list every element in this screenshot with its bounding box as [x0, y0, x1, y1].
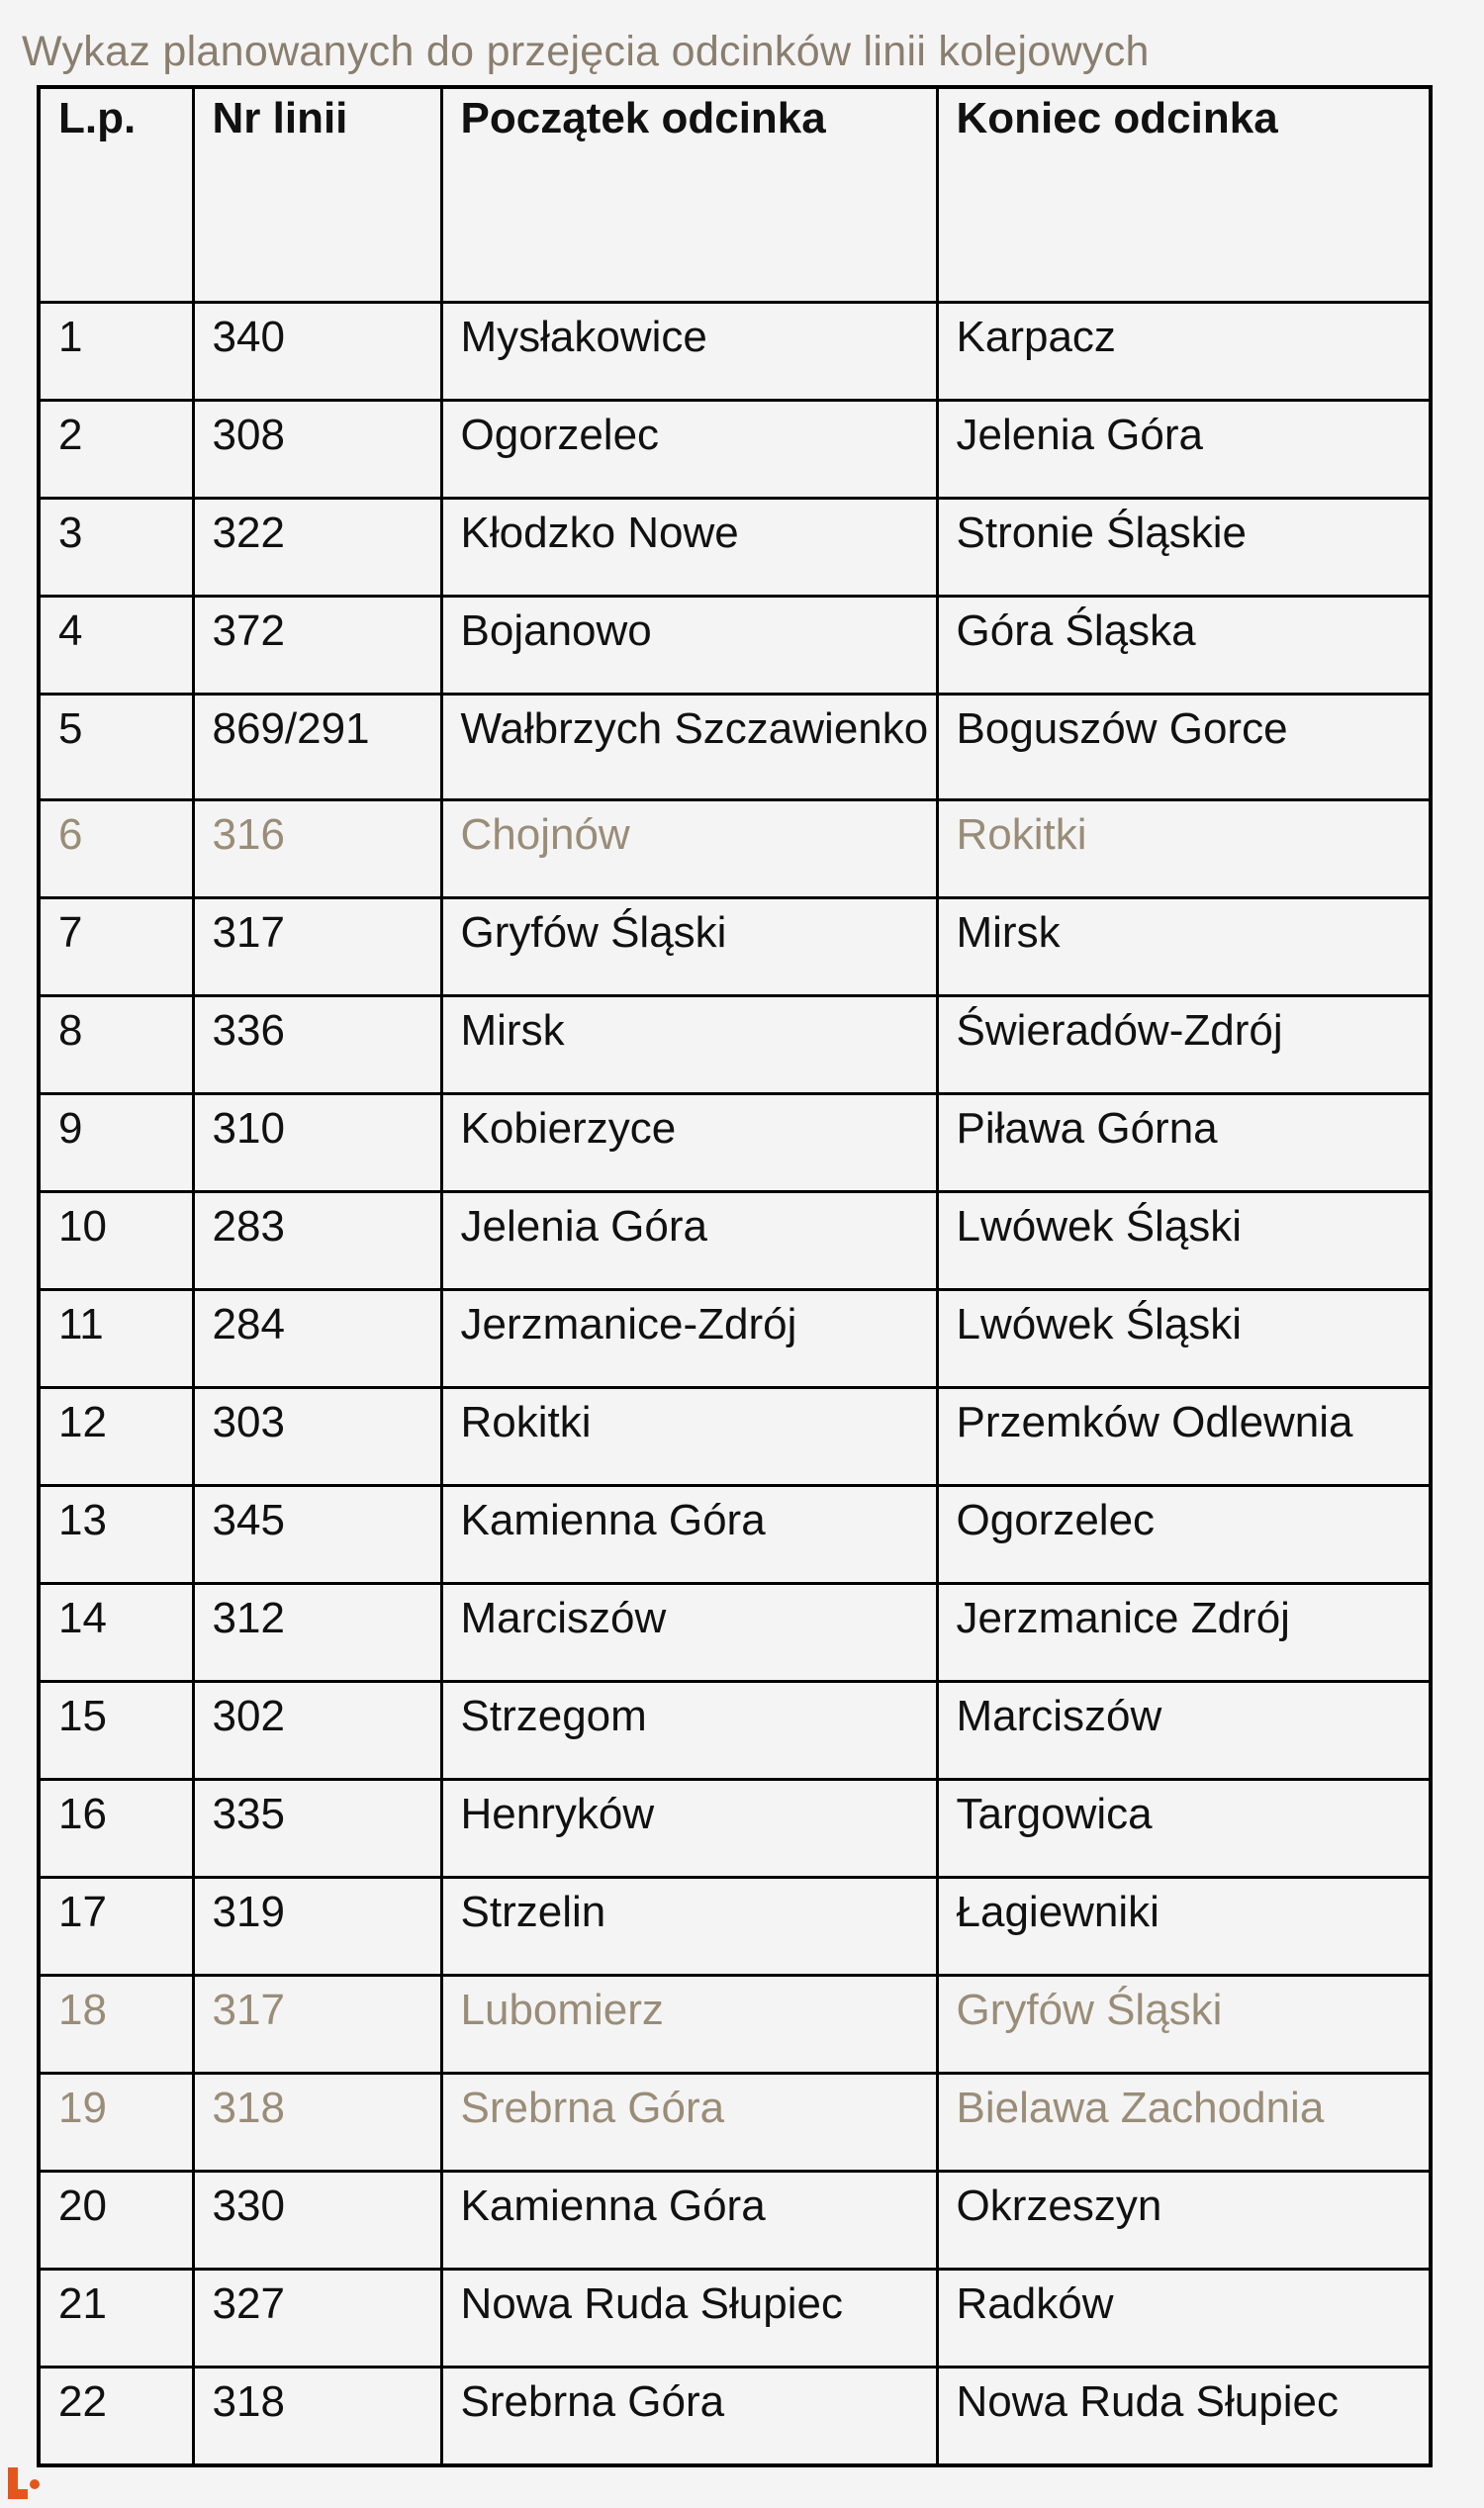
cell-line-number: 283 [193, 1192, 441, 1290]
table-row [39, 401, 1431, 499]
cell-line-number: 330 [193, 2172, 441, 2270]
cell-section-start: Mysłakowice [441, 303, 937, 401]
cell-lp: 20 [39, 2172, 193, 2270]
cell-section-start: Mirsk [441, 996, 937, 1094]
cell-section-end: Łagiewniki [937, 1878, 1431, 1976]
table-row [39, 1584, 1431, 1682]
cell-line-number: 336 [193, 996, 441, 1094]
cell-section-start: Bojanowo [441, 597, 937, 695]
cell-section-start: Jelenia Góra [441, 1192, 937, 1290]
cell-section-end: Marciszów [937, 1682, 1431, 1780]
table-row [39, 1388, 1431, 1486]
cell-line-number: 317 [193, 898, 441, 996]
cell-line-number: 303 [193, 1388, 441, 1486]
cell-lp: 11 [39, 1290, 193, 1388]
cell-section-start: Rokitki [441, 1388, 937, 1486]
cell-lp: 1 [39, 303, 193, 401]
cell-section-start: Kobierzyce [441, 1094, 937, 1192]
cell-section-start: Srebrna Góra [441, 2368, 937, 2466]
cell-section-start: Kłodzko Nowe [441, 499, 937, 597]
cell-lp: 10 [39, 1192, 193, 1290]
cell-line-number: 284 [193, 1290, 441, 1388]
table-row [39, 800, 1431, 898]
cell-section-end: Ogorzelec [937, 1486, 1431, 1584]
cell-section-start: Strzegom [441, 1682, 937, 1780]
cell-line-number: 308 [193, 401, 441, 499]
cell-lp: 7 [39, 898, 193, 996]
logo-icon [8, 2467, 40, 2499]
table-row [39, 499, 1431, 597]
cell-section-end: Karpacz [937, 303, 1431, 401]
cell-section-start: Strzelin [441, 1878, 937, 1976]
cell-section-end: Gryfów Śląski [937, 1976, 1431, 2074]
table-row [39, 2368, 1431, 2466]
cell-section-end: Piława Górna [937, 1094, 1431, 1192]
table-row [39, 1290, 1431, 1388]
cell-section-end: Radków [937, 2270, 1431, 2368]
cell-lp: 13 [39, 1486, 193, 1584]
cell-lp: 15 [39, 1682, 193, 1780]
table-row [39, 303, 1431, 401]
cell-lp: 9 [39, 1094, 193, 1192]
cell-lp: 4 [39, 597, 193, 695]
cell-section-end: Targowica [937, 1780, 1431, 1878]
table-row [39, 1094, 1431, 1192]
cell-section-start: Marciszów [441, 1584, 937, 1682]
cell-section-end: Lwówek Śląski [937, 1192, 1431, 1290]
cell-line-number: 310 [193, 1094, 441, 1192]
table-row [39, 1682, 1431, 1780]
cell-section-end: Jelenia Góra [937, 401, 1431, 499]
cell-line-number: 316 [193, 800, 441, 898]
cell-section-end: Mirsk [937, 898, 1431, 996]
cell-line-number: 317 [193, 1976, 441, 2074]
cell-section-end: Rokitki [937, 800, 1431, 898]
cell-lp: 18 [39, 1976, 193, 2074]
cell-section-start: Kamienna Góra [441, 1486, 937, 1584]
cell-lp: 17 [39, 1878, 193, 1976]
cell-section-end: Jerzmanice Zdrój [937, 1584, 1431, 1682]
cell-line-number: 302 [193, 1682, 441, 1780]
cell-section-start: Srebrna Góra [441, 2074, 937, 2172]
header-line-number: Nr linii [193, 87, 441, 303]
cell-line-number: 327 [193, 2270, 441, 2368]
table-row [39, 2172, 1431, 2270]
cell-line-number: 318 [193, 2074, 441, 2172]
header-section-start: Początek odcinka [441, 87, 937, 303]
cell-section-end: Bielawa Zachodnia [937, 2074, 1431, 2172]
table-header-row [39, 87, 1431, 303]
cell-section-start: Wałbrzych Szczawienko [441, 695, 937, 800]
cell-line-number: 312 [193, 1584, 441, 1682]
cell-section-end: Lwówek Śląski [937, 1290, 1431, 1388]
cell-section-end: Stronie Śląskie [937, 499, 1431, 597]
cell-section-start: Chojnów [441, 800, 937, 898]
cell-lp: 22 [39, 2368, 193, 2466]
table-row [39, 1976, 1431, 2074]
table-row [39, 1780, 1431, 1878]
cell-line-number: 372 [193, 597, 441, 695]
cell-lp: 8 [39, 996, 193, 1094]
header-lp: L.p. [39, 87, 193, 303]
cell-section-end: Przemków Odlewnia [937, 1388, 1431, 1486]
cell-line-number: 869/291 [193, 695, 441, 800]
table-caption: Wykaz planowanych do przejęcia odcinków linii kolejowych [22, 28, 1150, 75]
cell-section-start: Ogorzelec [441, 401, 937, 499]
cell-lp: 14 [39, 1584, 193, 1682]
cell-section-end: Góra Śląska [937, 597, 1431, 695]
cell-line-number: 322 [193, 499, 441, 597]
table-row [39, 2074, 1431, 2172]
cell-section-start: Lubomierz [441, 1976, 937, 2074]
cell-section-start: Kamienna Góra [441, 2172, 937, 2270]
table-row [39, 898, 1431, 996]
cell-section-start: Jerzmanice-Zdrój [441, 1290, 937, 1388]
cell-lp: 19 [39, 2074, 193, 2172]
cell-line-number: 335 [193, 1780, 441, 1878]
cell-line-number: 318 [193, 2368, 441, 2466]
cell-lp: 5 [39, 695, 193, 800]
header-section-end: Koniec odcinka [937, 87, 1431, 303]
cell-line-number: 345 [193, 1486, 441, 1584]
cell-lp: 21 [39, 2270, 193, 2368]
table-row [39, 2270, 1431, 2368]
cell-lp: 6 [39, 800, 193, 898]
table-row [39, 695, 1431, 800]
table-row [39, 996, 1431, 1094]
cell-section-end: Boguszów Gorce [937, 695, 1431, 800]
cell-line-number: 340 [193, 303, 441, 401]
table-row [39, 1486, 1431, 1584]
cell-lp: 3 [39, 499, 193, 597]
cell-section-start: Nowa Ruda Słupiec [441, 2270, 937, 2368]
cell-section-end: Nowa Ruda Słupiec [937, 2368, 1431, 2466]
table-row [39, 1192, 1431, 1290]
cell-section-start: Gryfów Śląski [441, 898, 937, 996]
cell-section-start: Henryków [441, 1780, 937, 1878]
table-row [39, 597, 1431, 695]
cell-lp: 12 [39, 1388, 193, 1486]
cell-section-end: Świeradów-Zdrój [937, 996, 1431, 1094]
cell-section-end: Okrzeszyn [937, 2172, 1431, 2270]
railway-sections-table [37, 85, 1433, 2467]
table-row [39, 1878, 1431, 1976]
cell-line-number: 319 [193, 1878, 441, 1976]
cell-lp: 2 [39, 401, 193, 499]
cell-lp: 16 [39, 1780, 193, 1878]
